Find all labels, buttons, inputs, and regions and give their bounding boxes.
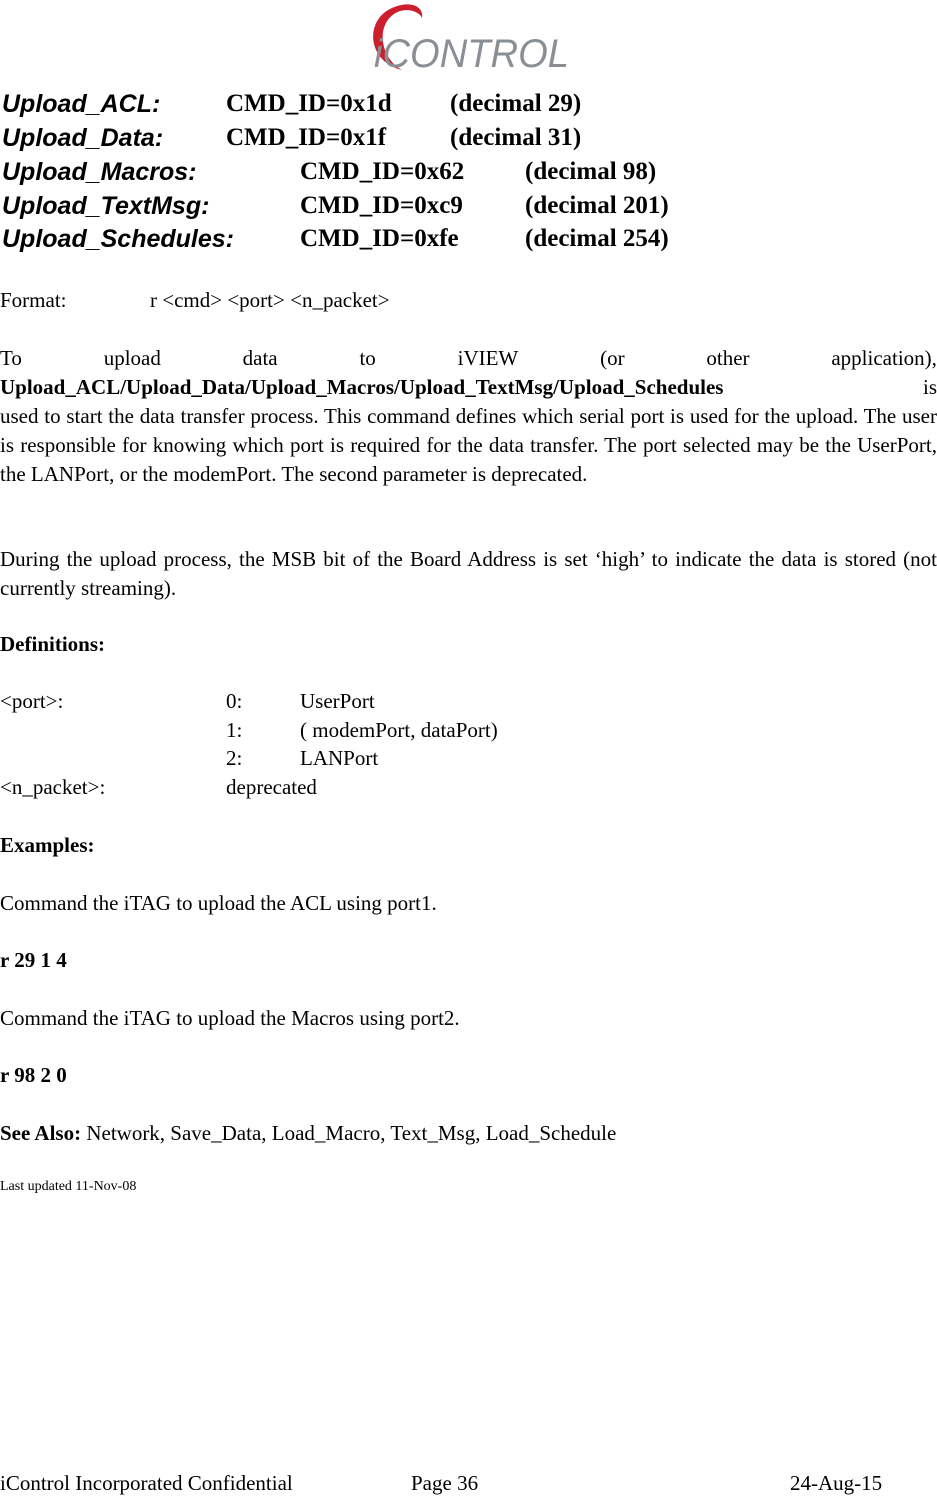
port-label: <port>: [0,689,64,713]
description-rest: used to start the data transfer process. This command defines which serial port is used for the upload. The user is responsible for knowing which port is required for the data transfer. The port selected may be the UserPort, the LANPort, or the modemPort. The second parameter is deprecated. [0,404,937,486]
examples-heading: Examples: [0,833,95,857]
cmd-name-upload-textmsg: Upload_TextMsg: [2,192,210,220]
n-packet-value: deprecated [226,775,317,799]
last-updated: Last updated 11-Nov-08 [0,1179,137,1194]
description-line-1: To upload data to iVIEW (or other application), [0,346,937,370]
description-paragraph [0,344,937,489]
format-value: r <cmd> <port> <n_packet> [150,288,390,312]
cmd-id-upload-schedules: CMD_ID=0xfe [300,225,459,252]
example-1-command: r 29 1 4 [0,948,67,972]
port-1-num: 1: [226,718,243,742]
upload-note: During the upload process, the MSB bit of the Board Address is set ‘high’ to indicate the data is stored (not currently streaming). [0,547,937,600]
cmd-decimal-upload-acl: (decimal 29) [450,90,582,117]
port-0-name: UserPort [300,689,375,713]
description-line-2: Upload_ACL/Upload_Data/Upload_Macros/Upload_TextMsg/Upload_Schedules is [0,373,937,402]
cmd-name-upload-data: Upload_Data: [2,124,164,152]
footer-company: iControl Incorporated Confidential [0,1471,293,1495]
port-0-num: 0: [226,689,243,713]
cmd-id-upload-data: CMD_ID=0x1f [226,124,387,151]
cmd-decimal-upload-macros: (decimal 98) [525,158,657,185]
port-2-num: 2: [226,746,243,770]
company-logo [362,0,577,80]
cmd-decimal-upload-schedules: (decimal 254) [525,225,669,252]
port-1-name: ( modemPort, dataPort) [300,718,498,742]
cmd-id-upload-macros: CMD_ID=0x62 [300,158,465,185]
logo-wordmark: iCONTROL [374,32,569,76]
cmd-id-upload-textmsg: CMD_ID=0xc9 [300,192,463,219]
cmd-name-upload-macros: Upload_Macros: [2,158,197,186]
cmd-decimal-upload-data: (decimal 31) [450,124,582,151]
format-label: Format: [0,288,67,312]
n-packet-label: <n_packet>: [0,775,106,799]
cmd-name-upload-acl: Upload_ACL: [2,90,161,118]
see-also-links: Network, Save_Data, Load_Macro, Text_Msg, Load_Schedule [81,1121,617,1145]
footer-date: 24-Aug-15 [790,1471,883,1495]
port-2-name: LANPort [300,746,379,770]
definitions-heading: Definitions: [0,632,105,656]
see-also [0,1121,616,1146]
example-2-text: Command the iTAG to upload the Macros using port2. [0,1006,460,1030]
icontrol-logo-graphic [362,0,577,80]
command-names-bold: Upload_ACL/Upload_Data/Upload_Macros/Upload_TextMsg/Upload_Schedules [0,375,724,399]
cmd-name-upload-schedules: Upload_Schedules: [2,225,234,253]
see-also-label: See Also: [0,1121,82,1145]
example-2-command: r 98 2 0 [0,1063,67,1087]
footer-page-number: Page 36 [411,1471,479,1495]
example-1-text: Command the iTAG to upload the ACL using port1. [0,891,437,915]
cmd-id-upload-acl: CMD_ID=0x1d [226,90,392,117]
cmd-decimal-upload-textmsg: (decimal 201) [525,192,669,219]
